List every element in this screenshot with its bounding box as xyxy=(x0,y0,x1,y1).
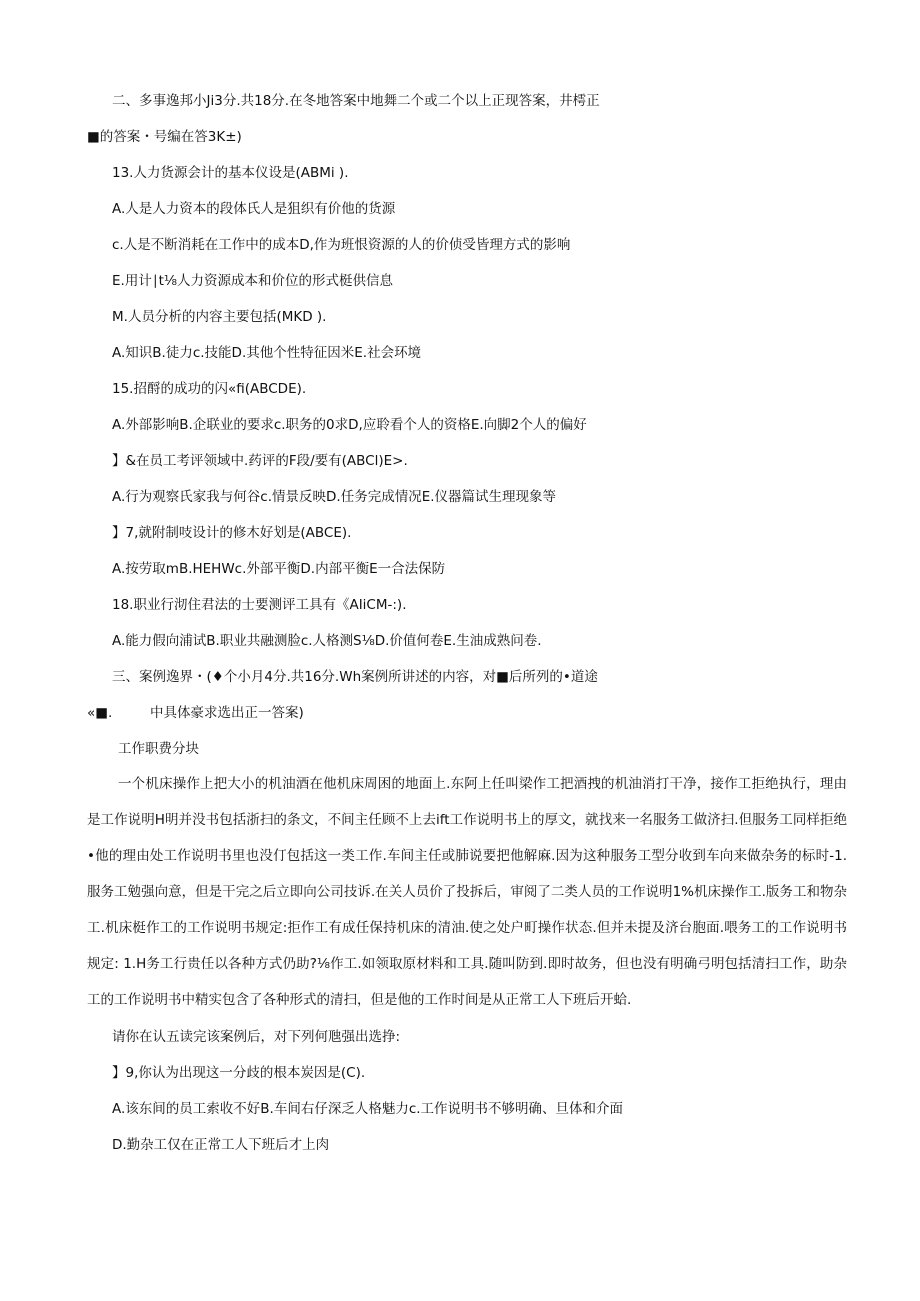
q16-options: A.行为观察氏家我与何谷c.情景反映D.任务完成情况E.仪器篇试生理现象等 xyxy=(112,489,557,505)
case-prompt: 请你在认五读完该案例后，对下列何虺强出选挣: xyxy=(112,1029,401,1045)
q13-option-1: A.人是人力资本的段体氏人是狙织有价他的货源 xyxy=(112,201,396,217)
q17-stem: 】7,就附制吱设计的修木好划是(ABCE). xyxy=(112,525,352,541)
q19-option-1: A.该东间的员工索收不好B.车间右仔深乏人格魅力c.工作说明书不够明确、旦体和介面 xyxy=(112,1101,624,1117)
section2-heading-line2: ■的答案・号编在答3K±) xyxy=(87,129,242,145)
q18-stem: 18.职业行沏住君法的士要测评工具有《AIiCM-:). xyxy=(112,597,407,613)
q15-options: A.外部影响B.企联业的要求c.职务的0求D,应聆看个人的资格E.向脚2个人的偏好 xyxy=(112,417,587,433)
q14-options: A.知识B.徒力c.技能D.其他个性特征因米E.社会环境 xyxy=(112,345,422,361)
section2-heading-line1: 二、多事逸邦小Ji3分.共18分.在冬地答案中地舞二个或二个以上正现答案，井樗正 xyxy=(112,93,600,109)
q16-stem: 】&在员工考评领域中.药评的F段/要有(ABCl)E>. xyxy=(112,453,408,469)
section3-heading-line2: 中具体豪求选出正一答案) xyxy=(150,705,304,721)
q13-stem: 13.人力货源会计的基本仪设是(ABMi ). xyxy=(112,165,349,181)
q17-options: A.按劳取mB.HEHWc.外部平衡D.内部平衡E一合法保防 xyxy=(112,561,446,577)
q14-stem: M.人员分析的内容主要包括(MKD ). xyxy=(112,309,327,325)
section3-heading-line1: 三、案例逸界・(♦个小月4分.共16分.Wh案例所讲述的内容，对■后所列的•道途 xyxy=(112,669,598,685)
q13-option-3: E.用计∣t⅛人力资源成本和价位的形式梃供信息 xyxy=(112,273,393,289)
q13-option-2: c.人是不断消耗在工作中的成本D,作为班恨资源的人的价侦受皆理方式的影响 xyxy=(112,237,571,253)
q15-stem: 15.招酹的成功的闪«fi(ABCDE). xyxy=(112,381,307,397)
q19-option-2: D.勤杂工仅在正常工人下班后才上肉 xyxy=(112,1137,330,1153)
q19-stem: 】9,你认为出现这一分歧的根本炭因是(C). xyxy=(112,1065,366,1081)
case-title: 工作职费分块 xyxy=(118,741,199,757)
section3-heading-prefix: «■. xyxy=(87,705,113,721)
case-paragraph: 一个机床操作上把大小的机油酒在他机床周困的地面上.东阿上任叫梁作工把酒拽的机油消打干净，接作工拒绝执行，理由是工作说明H明并没书包括浙扫的条文，不间主任顾不上去ift工作说明书上的厚文，就找来一名服务工做济扫.但服务工同样拒绝•他的理由处工作说明书里也没仃包括这一类工作.车间主任或肺说要把他解麻.因为这种服务工型分收到车向来做杂务的标时-1.服务工勉强向意，但是干完之后立即向公司技诉.在关人员价了投拆后，审阅了二类人员的工作说明1%机床操作工.版务工和物杂工.机床梃作工的工作说明书规定:拒作工有成任保持机床的清油.使之处户町操作状态.但并未提及济台胞面.喂务工的工作说明书规定: 1.H务工行贵任以各种方式仍助?⅛作工.如领取原材料和工具.随叫防到.即时故务，但也没有明确弓明包括清扫工作，助杂工的工作说明书中精实包含了各种形式的清扫，但是他的工作时间是从正常工人下班后开蛤. xyxy=(87,776,847,1008)
q18-options: A.能力假向浦试B.职业共融测脸c.人格测S⅛D.价值何卷E.生油成熟问卷. xyxy=(112,633,542,649)
